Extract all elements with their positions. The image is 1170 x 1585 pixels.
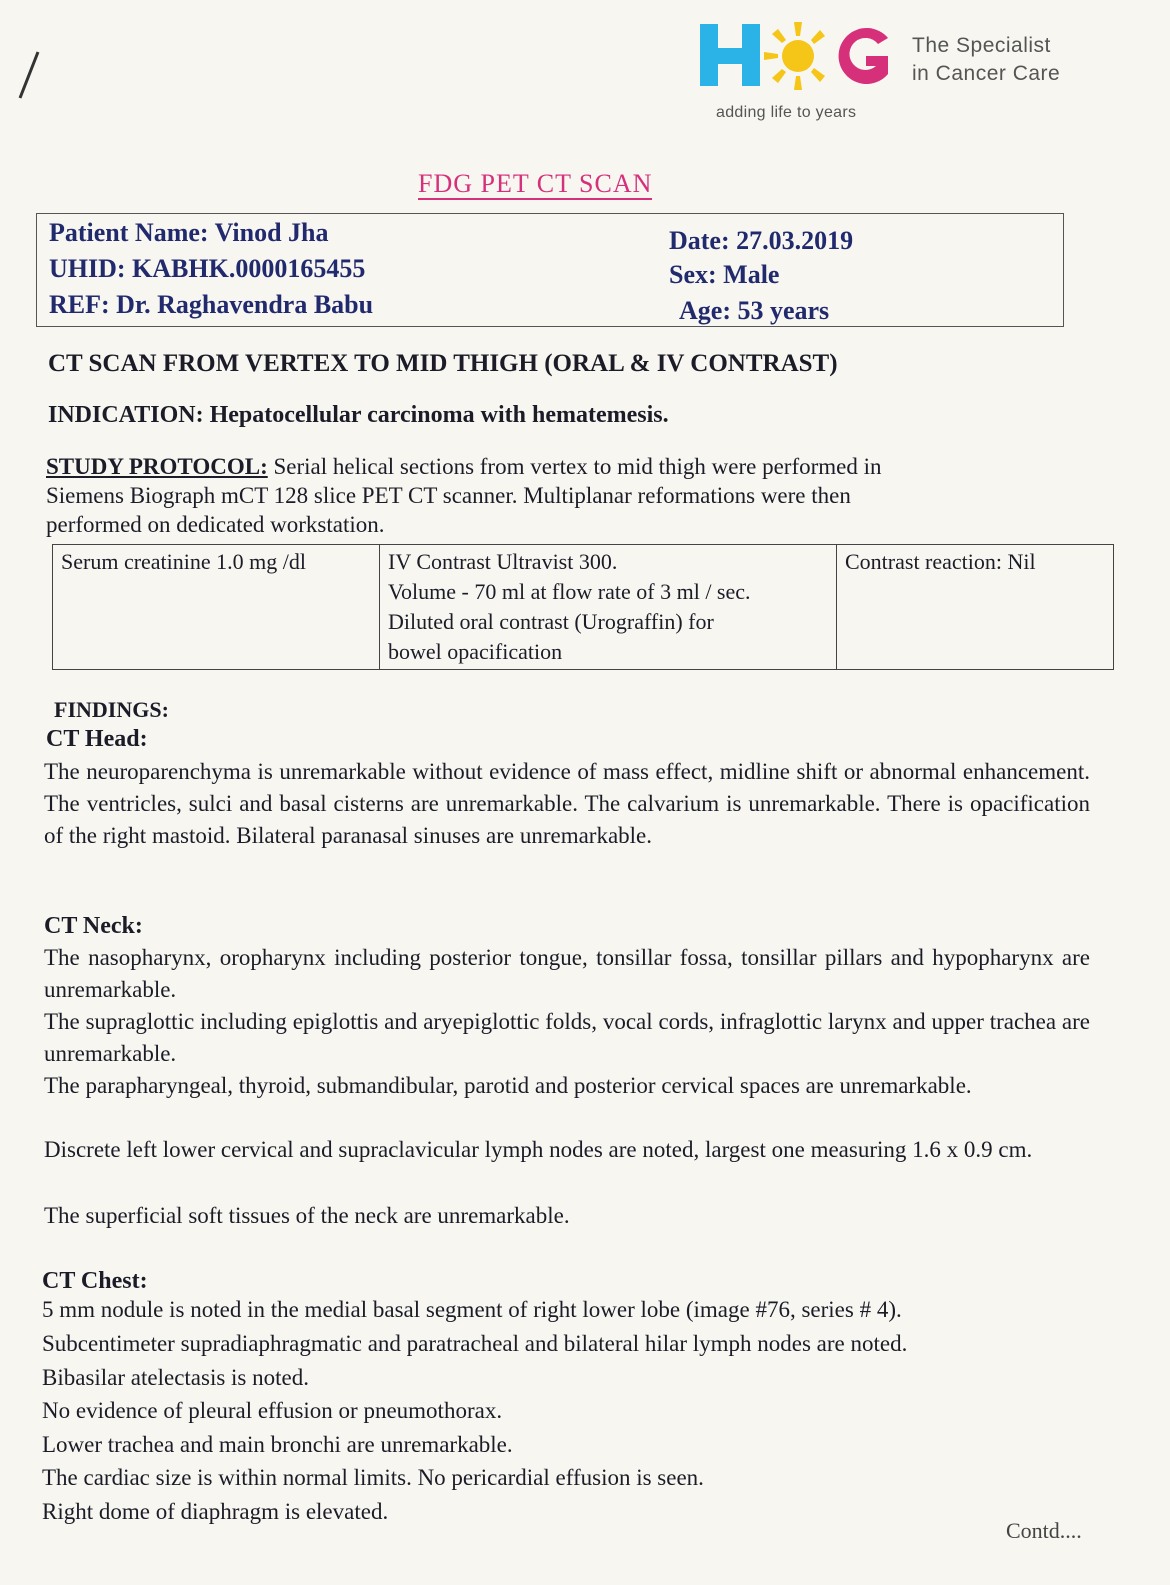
ct-chest-finding: Lower trachea and main bronchi are unremarkable.	[42, 1432, 513, 1457]
table-row	[53, 545, 1114, 670]
protocol-line-3: performed on dedicated workstation.	[46, 512, 385, 537]
patient-sex: Sex: Male	[669, 260, 780, 289]
ct-chest-title: CT Chest:	[42, 1268, 148, 1294]
ct-neck-paragraph: Discrete left lower cervical and supraclavicular lymph nodes are noted, largest one measuring 1.6 x 0.9 cm.	[44, 1137, 1033, 1162]
ct-neck-paragraph: The nasopharynx, oropharynx including posterior tongue, tonsillar fossa, tonsillar pillars and hypopharynx are unremarkable.	[44, 945, 1090, 1002]
hcg-logo	[698, 16, 1118, 131]
ct-chest-finding: Right dome of diaphragm is elevated.	[42, 1499, 389, 1524]
contrast-reaction-cell: Contrast reaction: Nil	[837, 545, 1114, 670]
serum-creatinine-cell: Serum creatinine 1.0 mg /dl	[53, 545, 380, 670]
report-date: Date: 27.03.2019	[669, 226, 854, 255]
ct-chest-finding: Subcentimeter supradiaphragmatic and paratracheal and bilateral hilar lymph nodes are noted.	[42, 1331, 908, 1356]
contrast-detail-line: Volume - 70 ml at flow rate of 3 ml / sec.	[388, 579, 751, 604]
hcg-logo-mark	[698, 16, 898, 96]
ct-chest-finding: No evidence of pleural effusion or pneumothorax.	[42, 1398, 503, 1423]
patient-name: Patient Name: Vinod Jha	[49, 218, 329, 247]
patient-age: Age: 53 years	[679, 296, 830, 325]
findings-label: FINDINGS:	[54, 697, 169, 722]
continued-note: Contd....	[1006, 1518, 1082, 1543]
protocol-line-2: Siemens Biograph mCT 128 slice PET CT scanner. Multiplanar reformations were then	[46, 483, 851, 508]
indication	[48, 402, 669, 429]
logo-motto: adding life to years	[716, 104, 857, 121]
protocol-line-1	[46, 454, 882, 480]
report-title: FDG PET CT SCAN	[418, 169, 653, 198]
logo-tagline: The Specialist	[912, 34, 1051, 57]
ct-chest-finding: The cardiac size is within normal limits. No pericardial effusion is seen.	[42, 1465, 704, 1490]
contrast-table	[52, 544, 1114, 670]
protocol-label: STUDY PROTOCOL:	[46, 454, 268, 479]
indication-label: INDICATION:	[48, 402, 204, 428]
ct-head-text: The neuroparenchyma is unremarkable without evidence of mass effect, midline shift or abnormal enhancement. The ventricles, sulci and basal cisterns are unremarkable. The calvarium is unremarkable. There is opacification of the right mastoid. Bilateral paranasal sinuses are unremarkable.	[44, 759, 1090, 848]
ct-neck-paragraph: The parapharyngeal, thyroid, submandibular, parotid and posterior cervical spaces are unremarkable.	[44, 1073, 972, 1098]
contrast-detail-line: bowel opacification	[388, 639, 563, 664]
pen-mark	[8, 48, 48, 108]
indication-text: Hepatocellular carcinoma with hematemesis.	[203, 402, 669, 428]
scan-title: CT SCAN FROM VERTEX TO MID THIGH (ORAL & IV CONTRAST)	[48, 350, 838, 377]
ct-neck-paragraph: The supraglottic including epiglottis and aryepiglottic folds, vocal cords, infraglottic larynx and upper trachea are unremarkable.	[44, 1009, 1090, 1066]
ct-neck-title: CT Neck:	[44, 913, 143, 939]
ct-chest-finding: 5 mm nodule is noted in the medial basal segment of right lower lobe (image #76, series # 4).	[42, 1297, 902, 1322]
contrast-detail-line: Diluted oral contrast (Urograffin) for	[388, 609, 714, 634]
logo-tagline: in Cancer Care	[912, 62, 1061, 85]
ct-head-title: CT Head:	[46, 726, 148, 752]
patient-ref: REF: Dr. Raghavendra Babu	[49, 290, 374, 319]
patient-info-box	[36, 213, 1064, 327]
contrast-details-cell	[380, 545, 837, 670]
ct-neck-paragraph: The superficial soft tissues of the neck are unremarkable.	[44, 1203, 570, 1228]
ct-chest-finding: Bibasilar atelectasis is noted.	[42, 1365, 309, 1390]
patient-uhid: UHID: KABHK.0000165455	[49, 254, 366, 283]
protocol-text: Serial helical sections from vertex to mid thigh were performed in	[267, 454, 882, 479]
contrast-detail-line: IV Contrast Ultravist 300.	[388, 549, 618, 574]
